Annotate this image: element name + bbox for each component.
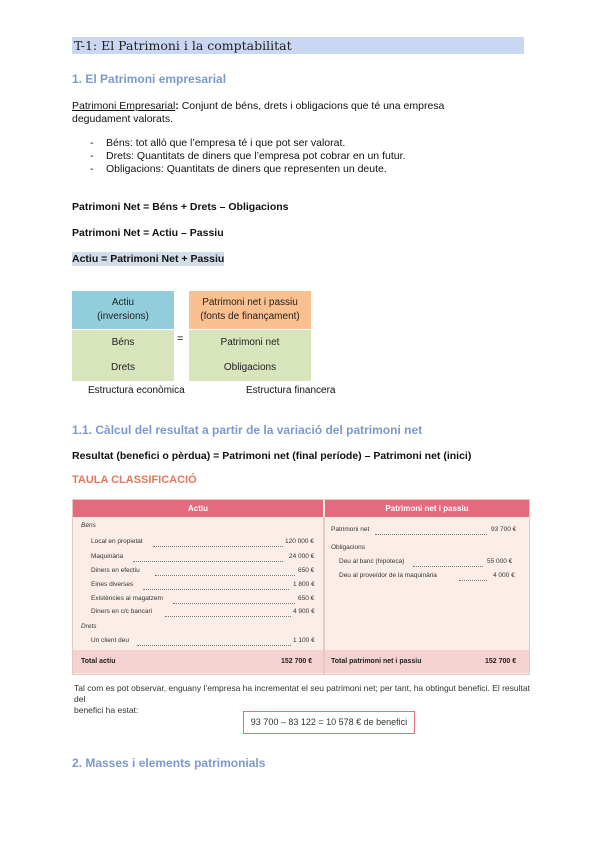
table-row: Patrimoni net (331, 526, 370, 533)
table-row: Local en propietat (91, 538, 143, 545)
table-leader (133, 561, 283, 562)
table-leader (137, 645, 291, 646)
definition-text-line1: Conjunt de béns, drets i obligacions que té una empresa (178, 100, 445, 112)
list-item: - Drets: Quantitats de diners que l’empresa pot cobrar en un futur. (90, 150, 406, 162)
total-actiu-label: Total actiu (81, 658, 116, 665)
diagram-pnp-body: Patrimoni net Obligacions (189, 330, 311, 381)
table-group-drets: Drets (81, 623, 97, 630)
table-leader (155, 575, 295, 576)
table-title: TAULA CLASSIFICACIÓ (72, 474, 197, 486)
formula-patrimoni-net-1: Patrimoni Net = Béns + Drets – Obligacions (72, 201, 289, 213)
formula-patrimoni-net-2: Patrimoni Net = Actiu – Passiu (72, 227, 224, 239)
formula-actiu: Actiu = Patrimoni Net + Passiu (72, 253, 225, 265)
definition-paragraph (72, 100, 532, 126)
table-leader (153, 546, 283, 547)
table-value: 4 900 € (293, 608, 315, 615)
table-leader (413, 566, 483, 567)
total-actiu-value: 152 700 € (281, 658, 313, 665)
table-value: 650 € (298, 567, 315, 574)
diagram-pnp-header: Patrimoni net i passiu (fonts de finançament) (189, 291, 311, 329)
table-value: 93 700 € (491, 526, 517, 533)
table-value: 24 000 € (289, 553, 315, 560)
result-calculation-box: 93 700 – 83 122 = 10 578 € de benefici (243, 711, 415, 734)
total-pnp-label: Total patrimoni net i passiu (331, 658, 422, 665)
definition-colon: : (175, 100, 179, 112)
table-group-bens: Béns (81, 522, 96, 529)
table-row: Deu al proveïdor de la maquinària (339, 572, 437, 579)
table-leader (165, 616, 291, 617)
table-row: Un client deu (91, 637, 129, 644)
table-row: Diners en efectiu (91, 567, 140, 574)
section-heading-1: 1. El Patrimoni empresarial (72, 72, 227, 86)
table-leader (173, 603, 295, 604)
table-header-actiu: Actiu (73, 500, 323, 517)
table-row: Deu al banc (hipoteca) (339, 558, 405, 565)
table-value: 1 800 € (293, 581, 315, 588)
table-leader (459, 580, 487, 581)
table-leader (143, 589, 289, 590)
bullet-list (90, 137, 405, 176)
table-value: 650 € (298, 595, 315, 602)
section-heading-1-1: 1.1. Càlcul del resultat a partir de la variació del patrimoni net (72, 423, 423, 437)
page-header-bar (72, 37, 524, 54)
list-item: - Béns: tot allò que l’empresa té i que pot ser valorat. (90, 137, 346, 149)
table-value: 120 000 € (285, 538, 314, 545)
table-row: Diners en c/c bancari (91, 608, 153, 615)
diagram-caption-financera: Estructura financera (246, 385, 336, 396)
table-row: Maquinària (91, 553, 124, 560)
table-value: 4 000 € (493, 572, 515, 579)
diagram-caption-economica: Estructura econòmica (88, 385, 185, 396)
page-title: T-1: El Patrimoni i la comptabilitat (74, 38, 292, 53)
table-row: Existències al magatzem (91, 595, 163, 602)
table-leader (375, 534, 487, 535)
diagram-equals: = (177, 333, 184, 345)
table-value: 55 000 € (487, 558, 513, 565)
diagram-actiu-header: Actiu (inversions) (72, 291, 174, 329)
classification-table (72, 499, 530, 675)
table-group-obligacions: Obligacions (331, 544, 365, 551)
table-header-pnp: Patrimoni net i passiu (325, 500, 529, 517)
table-row: Eines diverses (91, 581, 134, 588)
formula-resultat: Resultat (benefici o pèrdua) = Patrimoni net (final període) – Patrimoni net (inici) (72, 450, 472, 462)
diagram-actiu-body: Béns Drets (72, 330, 174, 381)
definition-term: Patrimoni Empresarial (72, 100, 176, 112)
total-pnp-value: 152 700 € (485, 658, 517, 665)
table-value: 1 100 € (293, 637, 315, 644)
section-heading-2: 2. Masses i elements patrimonials (72, 756, 266, 770)
table-note: Tal com es pot observar, enguany l’empresa ha incrementat el seu patrimoni net; per tant, ha obtingut benefici. El resultat del benefici ha estat: (74, 683, 530, 715)
list-item: - Obligacions: Quantitats de diners que representen un deute. (90, 163, 387, 175)
definition-text-line2: degudament valorats. (72, 113, 173, 125)
